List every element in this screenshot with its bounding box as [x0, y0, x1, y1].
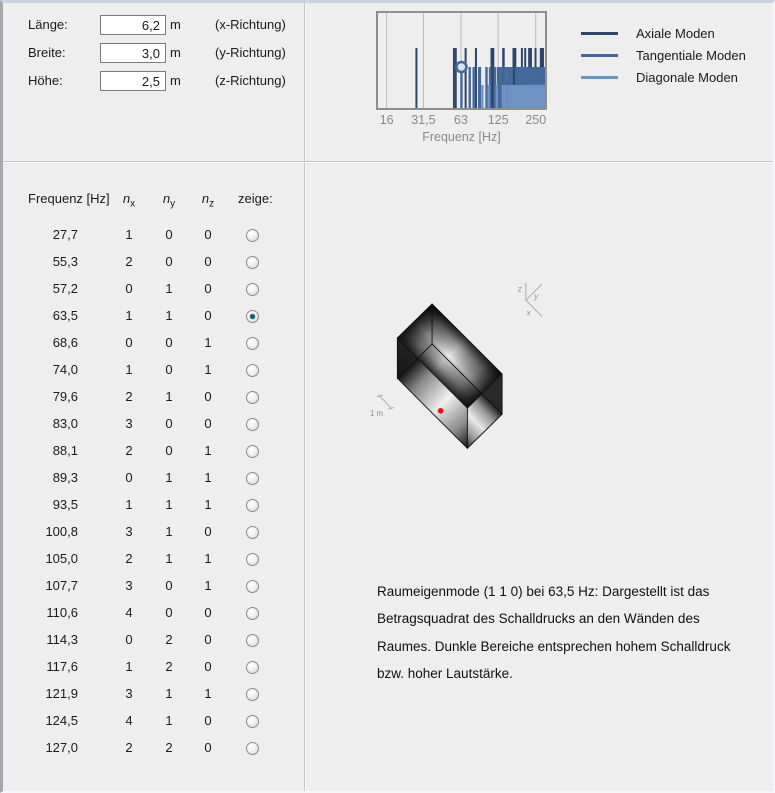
mode-caption — [377, 578, 737, 688]
nz-value: 0 — [204, 605, 212, 620]
nz-value: 1 — [204, 497, 212, 512]
nz-value: 0 — [204, 254, 212, 269]
frequency-value: 117,6 — [46, 659, 78, 674]
ny-value: 1 — [165, 470, 173, 485]
frequency-value: 27,7 — [52, 227, 78, 242]
ny-value: 1 — [165, 524, 173, 539]
table-header-show: zeige: — [238, 191, 273, 206]
table-header-ny: $n_y$ — [162, 191, 176, 210]
legend-swatch — [581, 32, 618, 35]
table-header-nx: $n_x$ — [122, 191, 136, 210]
chart-tick-labels — [376, 113, 547, 129]
frequency-value: 83,0 — [52, 416, 78, 431]
nx-value: 1 — [125, 308, 133, 323]
nx-value: 0 — [125, 335, 133, 350]
nx-value: 0 — [125, 281, 133, 296]
nz-value: 1 — [204, 578, 212, 593]
ny-value: 0 — [165, 254, 173, 269]
listener-position-dot — [438, 408, 444, 414]
show-mode-radio[interactable] — [246, 742, 259, 755]
vertical-divider — [304, 3, 305, 793]
show-mode-radio[interactable] — [246, 310, 259, 323]
width-label: Breite: — [28, 45, 66, 60]
table-row — [3, 227, 303, 245]
scale-label: 1 m — [369, 408, 384, 418]
length-row — [3, 15, 303, 35]
length-label: Länge: — [28, 17, 68, 32]
width-direction: (y-Richtung) — [215, 45, 286, 60]
show-mode-radio[interactable] — [246, 445, 259, 458]
caption-line: Raumeigenmode (1 1 0) bei 63,5 Hz: Dargestellt ist das — [377, 584, 710, 599]
nz-value: 1 — [204, 470, 212, 485]
mode-spectrum-chart — [376, 11, 547, 111]
table-row — [3, 659, 303, 677]
nz-value: 0 — [204, 713, 212, 728]
table-header-nz: $n_z$ — [201, 191, 215, 210]
frequency-value: 79,6 — [52, 389, 78, 404]
table-row — [3, 686, 303, 704]
frequency-value: 93,5 — [52, 497, 78, 512]
ny-value: 2 — [165, 740, 173, 755]
nx-value: 3 — [125, 416, 133, 431]
ny-value: 1 — [165, 497, 173, 512]
nz-value: 0 — [204, 308, 212, 323]
show-mode-radio[interactable] — [246, 418, 259, 431]
frequency-value: 74,0 — [52, 362, 78, 377]
ny-value: 1 — [165, 389, 173, 404]
z-axis-label: z — [517, 284, 522, 294]
frequency-value: 127,0 — [45, 740, 78, 755]
show-mode-radio[interactable] — [246, 526, 259, 539]
frequency-value: 121,9 — [45, 686, 78, 701]
show-mode-radio[interactable] — [246, 256, 259, 269]
nz-value: 0 — [204, 740, 212, 755]
ny-value: 0 — [165, 335, 173, 350]
table-row — [3, 362, 303, 380]
frequency-value: 100,8 — [45, 524, 78, 539]
chart-tick-label: 125 — [487, 113, 509, 127]
nx-value: 0 — [125, 470, 133, 485]
frequency-value: 107,7 — [45, 578, 78, 593]
table-row — [3, 308, 303, 326]
height-label: Höhe: — [28, 73, 63, 88]
nx-value: 2 — [125, 389, 133, 404]
chart-tick-label: 31,5 — [411, 113, 436, 127]
nz-value: 0 — [204, 659, 212, 674]
height-input[interactable] — [100, 71, 166, 91]
width-row — [3, 43, 303, 63]
nx-value: 3 — [125, 524, 133, 539]
table-row — [3, 551, 303, 569]
frequency-value: 114,3 — [46, 632, 78, 647]
nz-value: 0 — [204, 524, 212, 539]
show-mode-radio[interactable] — [246, 715, 259, 728]
chart-tick-label: 16 — [379, 113, 394, 127]
ny-value: 0 — [165, 605, 173, 620]
frequency-value: 89,3 — [52, 470, 78, 485]
nz-value: 0 — [204, 389, 212, 404]
show-mode-radio[interactable] — [246, 472, 259, 485]
nx-value: 2 — [125, 740, 133, 755]
nz-value: 0 — [204, 227, 212, 242]
nx-value: 0 — [125, 632, 133, 647]
length-unit: m — [170, 17, 181, 32]
frequency-value: 55,3 — [52, 254, 78, 269]
show-mode-radio[interactable] — [246, 634, 259, 647]
nx-value: 4 — [125, 605, 133, 620]
nx-value: 1 — [125, 362, 133, 377]
table-row — [3, 443, 303, 461]
nz-value: 1 — [204, 551, 212, 566]
nz-value: 0 — [204, 416, 212, 431]
chart-x-axis-label: Frequenz [Hz] — [422, 130, 501, 144]
chart-tick-label: 250 — [525, 113, 547, 127]
show-mode-radio[interactable] — [246, 580, 259, 593]
show-mode-radio[interactable] — [246, 661, 259, 674]
nx-value: 4 — [125, 713, 133, 728]
height-unit: m — [170, 73, 181, 88]
frequency-value: 57,2 — [52, 281, 78, 296]
y-axis-label: y — [534, 292, 539, 302]
table-row — [3, 281, 303, 299]
legend-swatch — [581, 76, 618, 79]
table-row — [3, 578, 303, 596]
ny-value: 0 — [165, 416, 173, 431]
caption-line: Raumes. Dunkle Bereiche entsprechen hohem Schalldruck — [377, 638, 731, 654]
height-direction: (z-Richtung) — [215, 73, 286, 88]
show-mode-radio[interactable] — [246, 364, 259, 377]
table-row — [3, 254, 303, 272]
show-mode-radio[interactable] — [246, 499, 259, 512]
chart-tick-label: 63 — [454, 113, 468, 127]
legend-swatch — [581, 54, 618, 57]
nx-value: 2 — [125, 551, 133, 566]
x-axis-label: x — [526, 308, 531, 318]
table-row — [3, 389, 303, 407]
legend-label: Tangentiale Moden — [636, 48, 746, 63]
nz-value: 1 — [204, 335, 212, 350]
table-row — [3, 497, 303, 515]
frequency-value: 63,5 — [52, 308, 78, 323]
ny-value: 0 — [165, 443, 173, 458]
ny-value: 1 — [165, 686, 173, 701]
frequency-value: 88,1 — [52, 443, 78, 458]
nx-value: 1 — [125, 497, 133, 512]
legend-label: Axiale Moden — [636, 26, 715, 41]
height-row — [3, 71, 303, 91]
ny-value: 0 — [165, 227, 173, 242]
frequency-value: 105,0 — [45, 551, 78, 566]
nz-value: 1 — [204, 443, 212, 458]
nx-value: 3 — [125, 686, 133, 701]
table-row — [3, 335, 303, 353]
nz-value: 0 — [204, 281, 212, 296]
legend-label: Diagonale Moden — [636, 70, 738, 85]
nz-value: 1 — [204, 686, 212, 701]
show-mode-radio[interactable] — [246, 553, 259, 566]
room-box — [397, 304, 502, 448]
width-input[interactable] — [100, 43, 166, 63]
show-mode-radio[interactable] — [246, 688, 259, 701]
frequency-value: 110,6 — [46, 605, 78, 620]
length-input[interactable] — [100, 15, 166, 35]
table-header-frequency: Frequenz [Hz] — [28, 191, 110, 206]
nx-value: 1 — [125, 227, 133, 242]
caption-line: bzw. hoher Lautstärke. — [377, 666, 513, 682]
ny-value: 0 — [165, 362, 173, 377]
table-row — [3, 605, 303, 623]
nx-value: 2 — [125, 443, 133, 458]
show-mode-radio[interactable] — [246, 607, 259, 620]
table-row — [3, 713, 303, 731]
show-mode-radio[interactable] — [246, 391, 259, 404]
show-mode-radio[interactable] — [246, 337, 259, 350]
ny-value: 1 — [165, 713, 173, 728]
ny-value: 1 — [165, 551, 173, 566]
length-direction: (x-Richtung) — [215, 17, 286, 32]
ny-value: 1 — [165, 281, 173, 296]
width-unit: m — [170, 45, 181, 60]
nz-value: 1 — [204, 362, 212, 377]
table-row — [3, 416, 303, 434]
ny-value: 1 — [165, 308, 173, 323]
nx-value: 1 — [125, 659, 133, 674]
caption-line: Betragsquadrat des Schalldrucks an den Wänden des — [377, 611, 700, 627]
ny-value: 0 — [165, 578, 173, 593]
frequency-value: 68,6 — [52, 335, 78, 350]
nx-value: 2 — [125, 254, 133, 269]
table-row — [3, 740, 303, 758]
table-row — [3, 632, 303, 650]
nx-value: 3 — [125, 578, 133, 593]
nz-value: 0 — [204, 632, 212, 647]
ny-value: 2 — [165, 659, 173, 674]
scale-bar — [377, 395, 394, 409]
table-row — [3, 470, 303, 488]
ny-value: 2 — [165, 632, 173, 647]
show-mode-radio[interactable] — [246, 283, 259, 296]
room-3d-view — [306, 162, 775, 793]
show-mode-radio[interactable] — [246, 229, 259, 242]
frequency-value: 124,5 — [45, 713, 78, 728]
table-row — [3, 524, 303, 542]
